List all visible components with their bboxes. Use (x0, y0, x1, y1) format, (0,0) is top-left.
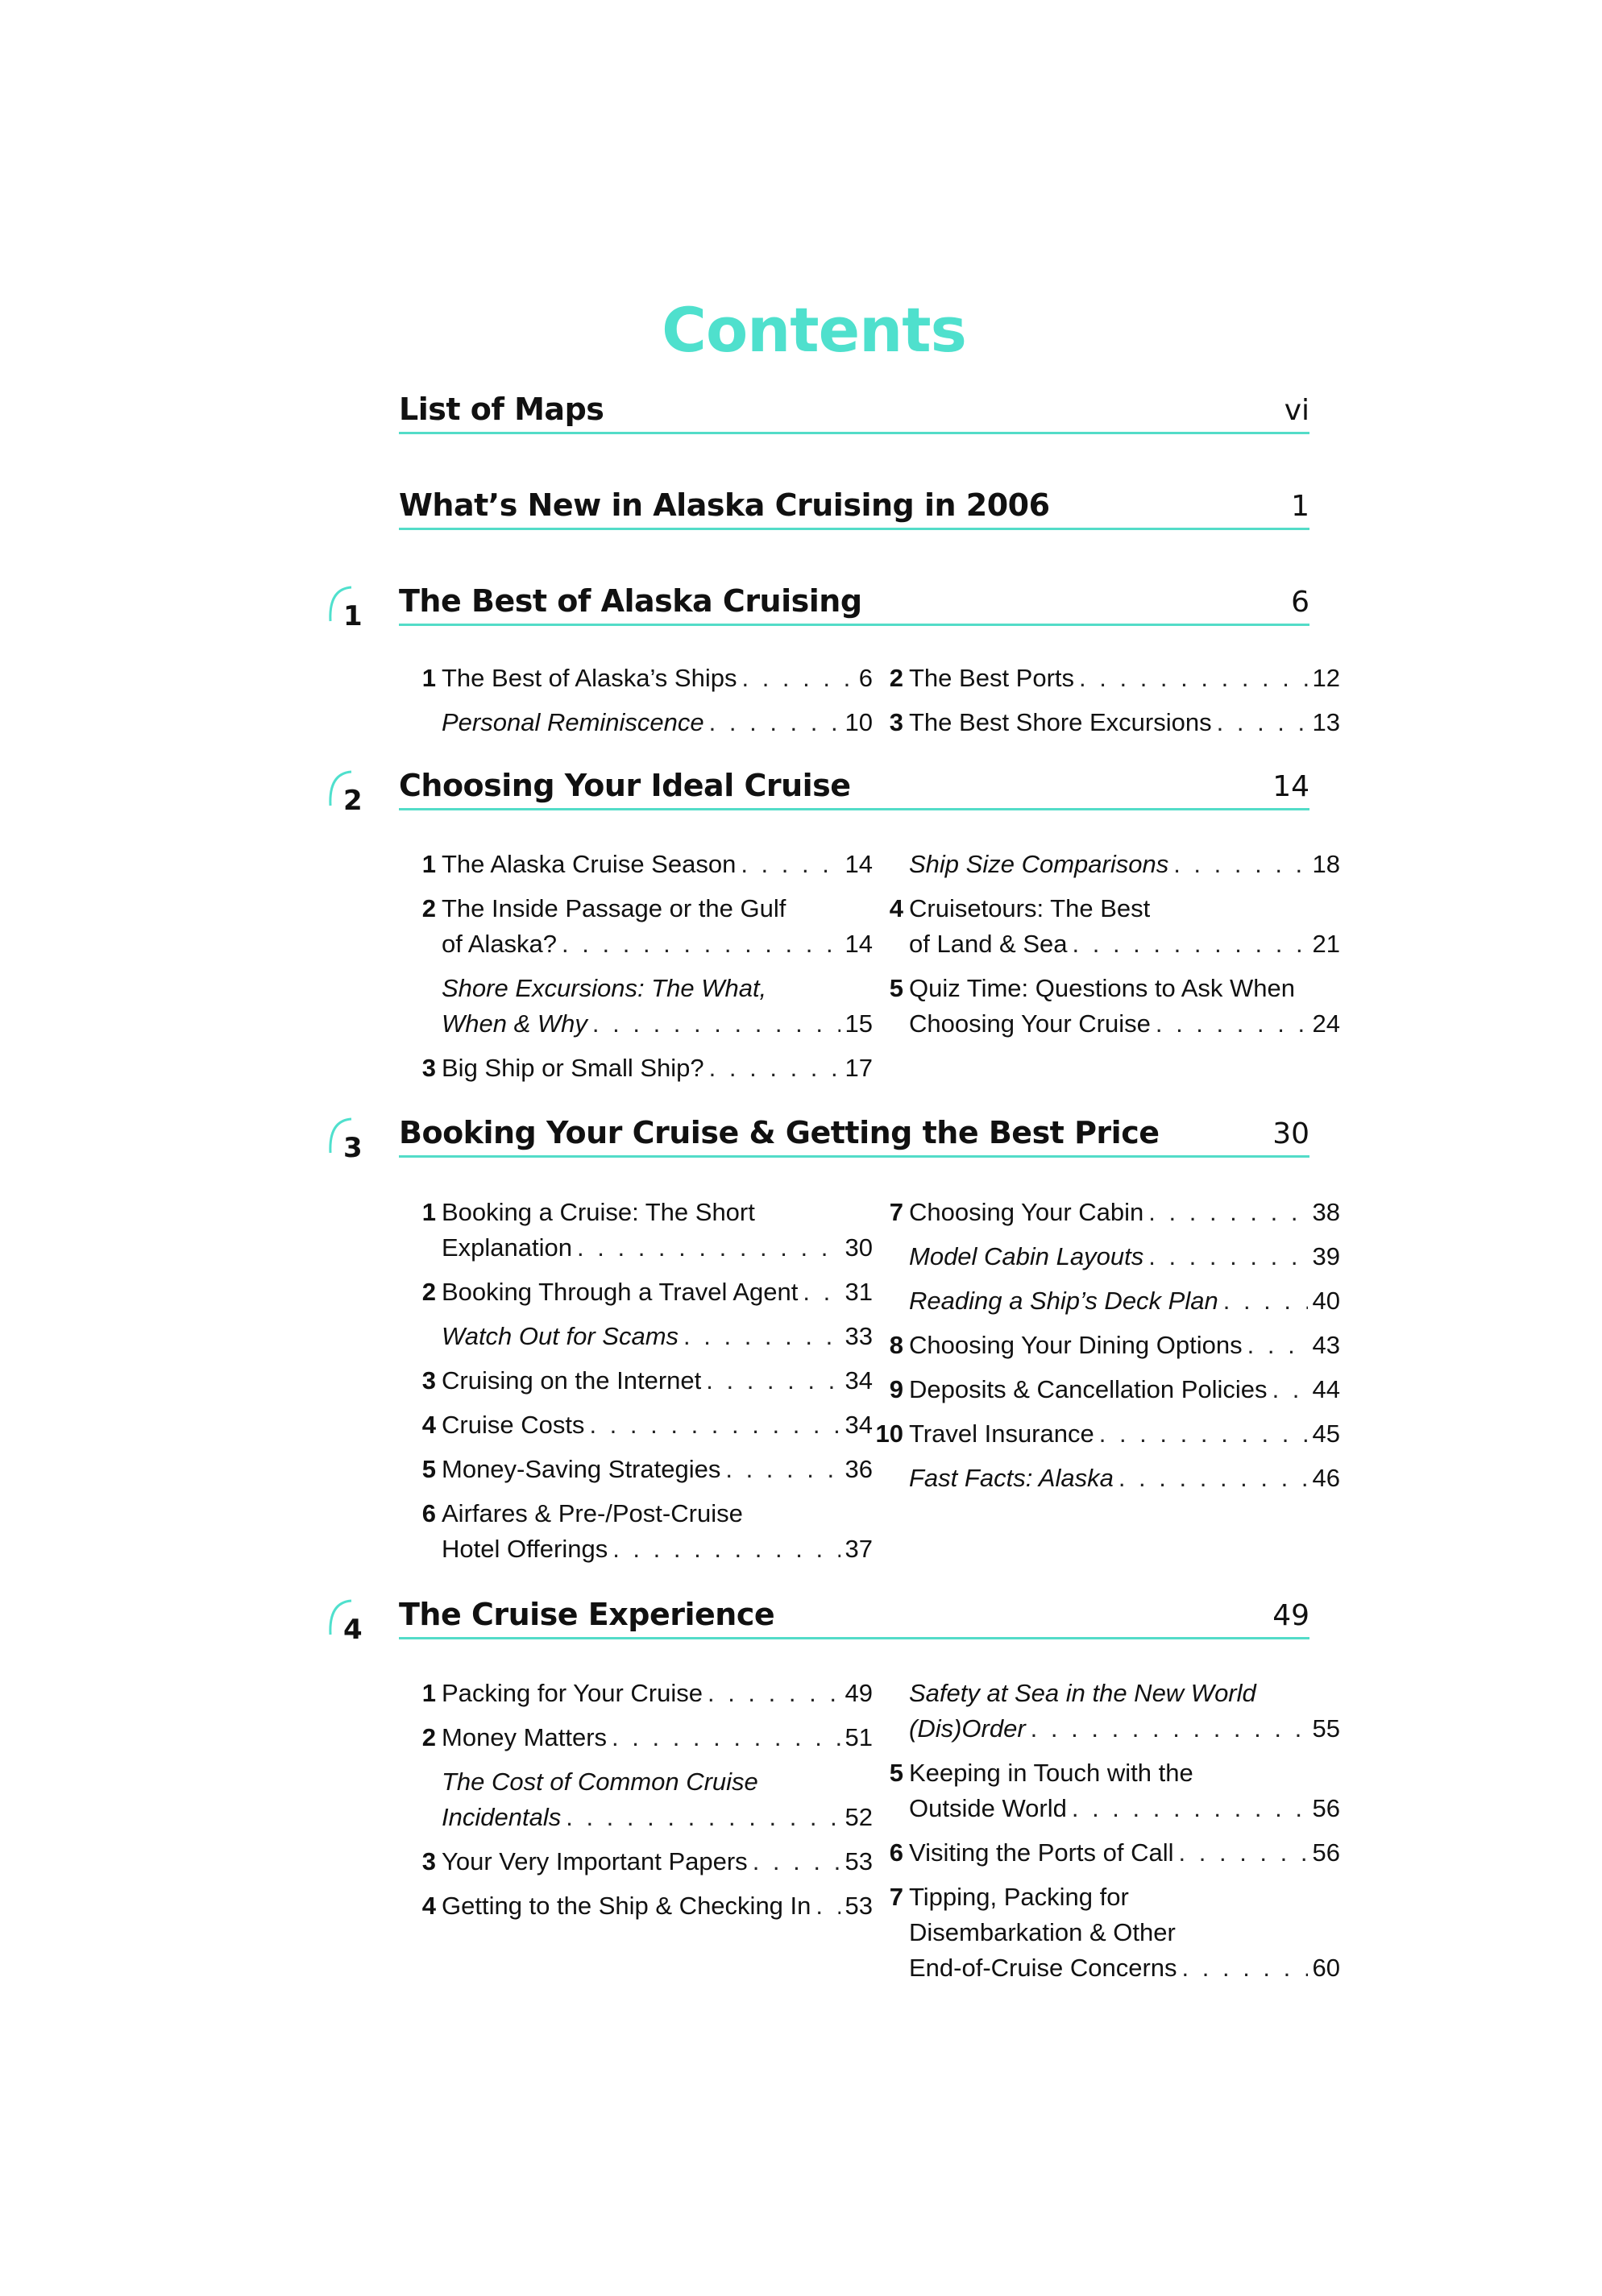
chapter-number-badge (324, 1116, 372, 1172)
toc-entry[interactable] (442, 1319, 873, 1354)
entry-title: The Best Shore Excursions (909, 708, 1212, 736)
entry-title: Incidentals (442, 1803, 562, 1831)
entry-title: The Best Ports (909, 664, 1075, 692)
heading-title: Choosing Your Ideal Cruise (399, 768, 851, 803)
dot-leader (589, 1407, 840, 1443)
toc-entry[interactable] (421, 1720, 873, 1755)
toc-column-right (889, 847, 1340, 1051)
heading-title: The Best of Alaska Cruising (399, 583, 862, 619)
entry-title: Reading a Ship’s Deck Plan (909, 1287, 1218, 1315)
chapter-number: 2 (343, 785, 363, 817)
toc-entry[interactable] (889, 705, 1340, 740)
toc-entry[interactable] (909, 1461, 1340, 1496)
chapter-heading[interactable] (399, 1577, 1309, 1639)
entry-title: Booking Through a Travel Agent (442, 1278, 799, 1306)
entry-title: Safety at Sea in the New World (909, 1679, 1256, 1707)
entry-title: Ship Size Comparisons (909, 850, 1169, 878)
dot-leader (725, 1452, 840, 1487)
entry-number: 9 (889, 1375, 903, 1403)
entry-page: 15 (845, 1009, 873, 1038)
entry-title: Choosing Your Dining Options (909, 1331, 1243, 1359)
toc-entry[interactable] (909, 1239, 1340, 1274)
toc-entry[interactable] (421, 1496, 873, 1531)
dot-leader (1148, 1195, 1307, 1230)
entry-number: 3 (421, 1366, 436, 1395)
entry-page: 37 (845, 1535, 873, 1563)
toc-entry[interactable] (909, 1711, 1340, 1747)
entry-page: 14 (845, 930, 873, 958)
entry-page: 31 (845, 1278, 873, 1306)
entry-page: 53 (845, 1847, 873, 1875)
entry-number: 3 (889, 708, 903, 736)
entry-title: Explanation (442, 1233, 573, 1262)
dot-leader (741, 661, 853, 696)
toc-entry[interactable] (909, 1283, 1340, 1319)
toc-entry[interactable] (889, 1835, 1340, 1871)
dot-leader (1223, 1283, 1308, 1319)
entry-number: 2 (889, 664, 903, 692)
entry-number: 2 (421, 1723, 436, 1751)
dot-leader (1118, 1461, 1308, 1496)
toc-entry[interactable] (889, 1328, 1340, 1363)
entry-page: 49 (845, 1679, 873, 1707)
toc-entry[interactable] (442, 1764, 873, 1800)
entry-page: 12 (1312, 664, 1340, 692)
toc-entry[interactable] (889, 1879, 1340, 1915)
entry-title: (Dis)Order (909, 1714, 1026, 1743)
dot-leader (683, 1319, 840, 1354)
dot-leader (1182, 1950, 1308, 1986)
entry-page: 13 (1312, 708, 1340, 736)
dot-leader (1173, 847, 1307, 882)
entry-title: The Best of Alaska’s Ships (442, 664, 737, 692)
toc-entry[interactable] (442, 1230, 873, 1266)
entry-number: 4 (421, 1892, 436, 1920)
toc-entry[interactable] (442, 1800, 873, 1835)
entry-title: The Alaska Cruise Season (442, 850, 737, 878)
toc-entry[interactable] (421, 1844, 873, 1879)
chapter-number-badge (324, 1598, 372, 1654)
dot-leader (612, 1531, 840, 1567)
entry-page: 43 (1312, 1331, 1340, 1359)
toc-entry[interactable] (421, 1407, 873, 1443)
entry-number: 7 (889, 1198, 903, 1226)
entry-page: 60 (1312, 1954, 1340, 1982)
toc-entry[interactable] (889, 1755, 1340, 1791)
toc-entry[interactable] (909, 1915, 1340, 1950)
entry-title: Tipping, Packing for (909, 1883, 1129, 1911)
entry-title: Keeping in Touch with the (909, 1759, 1193, 1787)
toc-entry[interactable] (421, 1452, 873, 1487)
entry-page: 56 (1312, 1794, 1340, 1822)
entry-page: 30 (845, 1233, 873, 1262)
dot-leader (566, 1800, 840, 1835)
dot-leader (612, 1720, 840, 1755)
heading-page: vi (1284, 394, 1309, 427)
chapter-number: 4 (343, 1614, 363, 1646)
entry-title: Getting to the Ship & Checking In (442, 1892, 811, 1920)
entry-title: of Land & Sea (909, 930, 1068, 958)
toc-entry[interactable] (442, 1006, 873, 1042)
entry-title: Packing for Your Cruise (442, 1679, 703, 1707)
toc-entry[interactable] (909, 1006, 1340, 1042)
entry-page: 55 (1312, 1714, 1340, 1743)
entry-title: Booking a Cruise: The Short (442, 1198, 755, 1226)
toc-entry[interactable] (421, 1676, 873, 1711)
entry-title: The Cost of Common Cruise (442, 1768, 758, 1796)
entry-page: 45 (1312, 1419, 1340, 1448)
toc-entry[interactable] (889, 661, 1340, 696)
entry-title: Cruisetours: The Best (909, 894, 1151, 922)
entry-title: Choosing Your Cruise (909, 1009, 1151, 1038)
heading-page: 6 (1291, 586, 1309, 619)
entry-page: 21 (1312, 930, 1340, 958)
toc-entry[interactable] (421, 1888, 873, 1924)
entry-page: 34 (845, 1411, 873, 1439)
toc-entry[interactable] (421, 1195, 873, 1230)
entry-page: 14 (845, 850, 873, 878)
entry-number: 6 (421, 1499, 436, 1527)
entry-title: Your Very Important Papers (442, 1847, 748, 1875)
entry-page: 36 (845, 1455, 873, 1483)
list-of-maps-heading[interactable] (399, 372, 1309, 434)
entry-title: Airfares & Pre-/Post-Cruise (442, 1499, 743, 1527)
dot-leader (708, 1676, 840, 1711)
entry-title: Hotel Offerings (442, 1535, 608, 1563)
dot-leader (1272, 1372, 1308, 1407)
dot-leader (803, 1274, 840, 1310)
entry-page: 39 (1312, 1242, 1340, 1270)
entry-title: Quiz Time: Questions to Ask When (909, 974, 1295, 1002)
heading-page: 14 (1272, 770, 1309, 803)
entry-title: Fast Facts: Alaska (909, 1464, 1114, 1492)
entry-title: The Inside Passage or the Gulf (442, 894, 786, 922)
entry-number: 5 (889, 974, 903, 1002)
toc-entry[interactable] (442, 926, 873, 962)
dot-leader (1031, 1711, 1308, 1747)
toc-entry[interactable] (421, 847, 873, 882)
heading-title: What’s New in Alaska Cruising in 2006 (399, 487, 1050, 523)
dot-leader (741, 847, 840, 882)
entry-title: Model Cabin Layouts (909, 1242, 1144, 1270)
dot-leader (577, 1230, 840, 1266)
entry-number: 5 (421, 1455, 436, 1483)
entry-page: 34 (845, 1366, 873, 1395)
toc-entry[interactable] (889, 891, 1340, 926)
dot-leader (592, 1006, 840, 1042)
toc-entry[interactable] (909, 1791, 1340, 1826)
dot-leader (562, 926, 840, 962)
entry-number: 5 (889, 1759, 903, 1787)
dot-leader (1099, 1416, 1308, 1452)
entry-page: 44 (1312, 1375, 1340, 1403)
dot-leader (1217, 705, 1308, 740)
toc-column-left (421, 847, 873, 1095)
entry-page: 56 (1312, 1838, 1340, 1867)
entry-page: 53 (845, 1892, 873, 1920)
entry-title: Travel Insurance (909, 1419, 1094, 1448)
heading-page: 1 (1291, 490, 1309, 523)
toc-column-right (889, 1676, 1340, 1995)
toc-entry[interactable] (909, 926, 1340, 962)
entry-page: 40 (1312, 1287, 1340, 1315)
dot-leader (709, 705, 840, 740)
entry-number: 3 (421, 1054, 436, 1082)
entry-title: Visiting the Ports of Call (909, 1838, 1174, 1867)
dot-leader (1079, 661, 1307, 696)
toc-entry[interactable] (421, 661, 873, 696)
entry-title: Cruise Costs (442, 1411, 585, 1439)
whats-new-heading[interactable] (399, 468, 1309, 530)
toc-column-right (875, 1195, 1340, 1505)
entry-page: 33 (845, 1322, 873, 1350)
entry-page: 51 (845, 1723, 873, 1751)
entry-page: 46 (1312, 1464, 1340, 1492)
dot-leader (816, 1888, 840, 1924)
toc-entry[interactable] (442, 1531, 873, 1567)
toc-entry[interactable] (909, 1950, 1340, 1986)
toc-entry[interactable] (889, 971, 1340, 1006)
toc-entry[interactable] (421, 1274, 873, 1310)
entry-title: Money Matters (442, 1723, 608, 1751)
toc-entry[interactable] (442, 971, 873, 1006)
entry-title: Money-Saving Strategies (442, 1455, 721, 1483)
entry-number: 2 (421, 894, 436, 922)
entry-title: Shore Excursions: The What, (442, 974, 767, 1002)
toc-entry[interactable] (889, 1372, 1340, 1407)
entry-number: 8 (889, 1331, 903, 1359)
dot-leader (1072, 1791, 1308, 1826)
entry-number: 7 (889, 1883, 903, 1911)
heading-title: The Cruise Experience (399, 1597, 775, 1632)
entry-title: Disembarkation & Other (909, 1918, 1176, 1946)
toc-column-left (421, 1195, 873, 1576)
entry-page: 10 (845, 708, 873, 736)
entry-title: Big Ship or Small Ship? (442, 1054, 704, 1082)
heading-page: 49 (1272, 1599, 1309, 1632)
page-title: Contents (662, 294, 966, 366)
entry-page: 38 (1312, 1198, 1340, 1226)
toc-entry[interactable] (909, 847, 1340, 882)
dot-leader (1156, 1006, 1308, 1042)
entry-page: 17 (845, 1054, 873, 1082)
chapter-number-badge (324, 769, 372, 825)
entry-title: Watch Out for Scams (442, 1322, 679, 1350)
toc-entry[interactable] (421, 1051, 873, 1086)
entry-page: 52 (845, 1803, 873, 1831)
dot-leader (1179, 1835, 1308, 1871)
chapter-number-badge (324, 584, 372, 640)
entry-number: 2 (421, 1278, 436, 1306)
dot-leader (709, 1051, 840, 1086)
heading-title: List of Maps (399, 392, 604, 427)
entry-title: Choosing Your Cabin (909, 1198, 1144, 1226)
toc-entry[interactable] (875, 1416, 1340, 1452)
dot-leader (753, 1844, 840, 1879)
entry-number: 1 (421, 664, 436, 692)
entry-number: 10 (875, 1419, 903, 1448)
entry-page: 18 (1312, 850, 1340, 878)
chapter-heading[interactable] (399, 1096, 1309, 1158)
toc-entry[interactable] (909, 1676, 1340, 1711)
chapter-number: 3 (343, 1132, 363, 1164)
toc-entry[interactable] (421, 891, 873, 926)
entry-title: Personal Reminiscence (442, 708, 704, 736)
entry-number: 3 (421, 1847, 436, 1875)
entry-number: 1 (421, 1198, 436, 1226)
entry-page: 6 (858, 664, 873, 692)
entry-number: 4 (421, 1411, 436, 1439)
toc-column-left (421, 1676, 873, 1933)
chapter-number: 1 (343, 600, 363, 632)
toc-entry[interactable] (421, 1363, 873, 1399)
dot-leader (1148, 1239, 1307, 1274)
entry-title: End-of-Cruise Concerns (909, 1954, 1177, 1982)
entry-title: Cruising on the Internet (442, 1366, 702, 1395)
entry-title: Outside World (909, 1794, 1067, 1822)
toc-column-left (421, 661, 873, 749)
chapter-heading[interactable] (399, 748, 1309, 810)
toc-entry[interactable] (442, 705, 873, 740)
dot-leader (706, 1363, 840, 1399)
entry-number: 6 (889, 1838, 903, 1867)
entry-page: 24 (1312, 1009, 1340, 1038)
entry-title: When & Why (442, 1009, 587, 1038)
dot-leader (1247, 1328, 1308, 1363)
entry-number: 1 (421, 850, 436, 878)
heading-title: Booking Your Cruise & Getting the Best Price (399, 1115, 1160, 1150)
entry-number: 1 (421, 1679, 436, 1707)
entry-number: 4 (889, 894, 903, 922)
toc-column-right (889, 661, 1340, 749)
heading-page: 30 (1272, 1117, 1309, 1150)
chapter-heading[interactable] (399, 564, 1309, 626)
entry-title: of Alaska? (442, 930, 558, 958)
entry-title: Deposits & Cancellation Policies (909, 1375, 1268, 1403)
dot-leader (1073, 926, 1308, 962)
toc-entry[interactable] (889, 1195, 1340, 1230)
